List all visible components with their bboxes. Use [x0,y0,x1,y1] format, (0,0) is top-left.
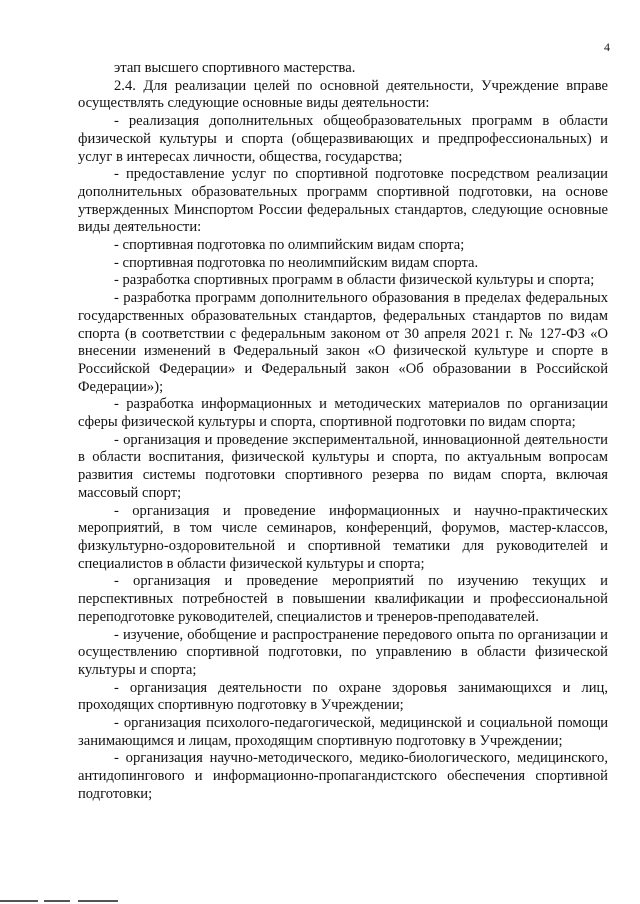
paragraph: этап высшего спортивного мастерства. [114,60,356,76]
scan-mark [0,900,38,902]
paragraph: - разработка информационных и методических материалов по организации сферы физической культуры и спорта, спортивной подготовки по видам спорта; [78,396,608,431]
paragraph: - организация деятельности по охране здоровья занимающихся и лиц, проходящих спортивную подготовку в Учреждении; [78,679,608,714]
paragraph: - изучение, обобщение и распространение передового опыта по организации и осуществлению спортивной подготовки, по управлению в области физической культуры и спорта; [78,626,608,678]
paragraph: - организация и проведение экспериментальной, инновационной деятельности в области воспитания, физической культуры и спорта, по актуальным вопросам развития системы подготовки спортивного резерва по видам спорта, включая массовый спорт; [78,431,608,501]
paragraph: - организация и проведение мероприятий по изучению текущих и перспективных потребностей в повышении квалификации и профессиональной переподготовке руководителей, специалистов и тренеров-преподавателей. [78,573,608,625]
paragraph: - организация и проведение информационных и научно-практических мероприятий, в том числе семинаров, конференций, форумов, мастер-классов, физкультурно-оздоровительной и спортивной тематики для руководителей и специалистов в области физической культуры и спорта; [78,502,608,572]
document-body [78,60,608,804]
scan-mark [44,900,70,902]
paragraph: - спортивная подготовка по неолимпийским видам спорта. [114,254,479,271]
scan-edge-marks [0,898,640,902]
scan-mark [78,900,118,902]
paragraph: - спортивная подготовка по олимпийским видам спорта; [114,237,465,254]
paragraph: 2.4. Для реализации целей по основной деятельности, Учреждение вправе осуществлять следующие основные виды деятельности: [78,77,608,112]
paragraph: - организация научно-методического, медико-биологического, медицинского, антидопингового и информационно-пропагандистского обеспечения спортивной подготовки; [78,750,608,802]
paragraph: - реализация дополнительных общеобразовательных программ в области физической культуры и спорта (общеразвивающих и предпрофессиональных) и услуг в интересах личности, общества, государства; [78,113,608,165]
paragraph: - организация психолого-педагогической, медицинской и социальной помощи занимающимся и лицам, проходящим спортивную подготовку в Учреждении; [78,715,608,749]
paragraph: - разработка программ дополнительного образования в пределах федеральных государственных образовательных стандартов, федеральных стандартов по видам спорта (в соответствии с федеральным законом от 30 апреля 2021 г. № 127-ФЗ «О внесении изменений в Федеральный закон «О физической культуре и спорте в Российской Федерации» и Федеральный закон «Об образовании в Российской Федерации»); [78,290,608,395]
paragraph: - предоставление услуг по спортивной подготовке посредством реализации дополнительных образовательных программ спортивной подготовки, на основе утвержденных Минспортом России федеральных стандартов, следующие основные виды деятельности: [78,166,608,236]
page-number: 4 [604,40,610,54]
paragraph: - разработка спортивных программ в области физической культуры и спорта; [114,272,595,289]
